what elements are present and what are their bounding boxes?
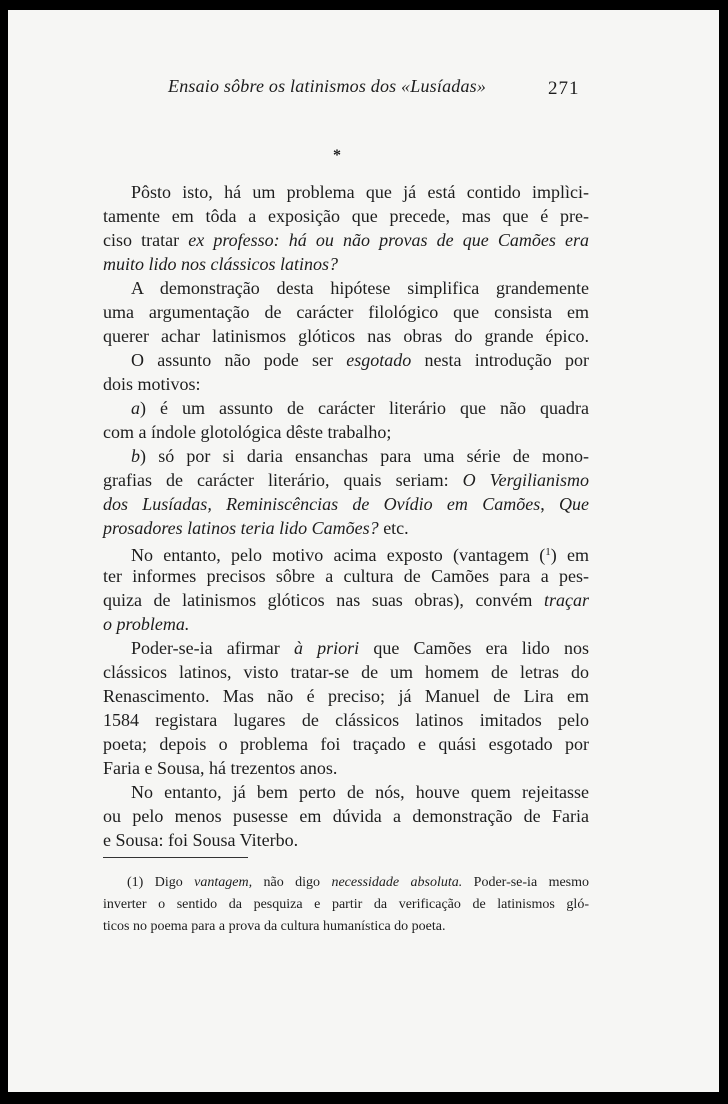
text-line: o problema. xyxy=(103,614,190,634)
text-run: grafias de carácter literário, quais seriam: xyxy=(103,470,463,490)
text-run: Poder-se-ia mesmo xyxy=(462,875,590,890)
text-run: Digo xyxy=(143,875,195,890)
text-line: tamente em tôda a exposição que precede, mas que é pre- xyxy=(103,206,589,226)
text-line: Faria e Sousa, há trezentos anos. xyxy=(103,758,338,778)
italic-run: prosadores latinos teria lido Camões? xyxy=(103,518,379,538)
footnote-line xyxy=(103,872,589,894)
italic-run: Que xyxy=(559,494,589,514)
text-line xyxy=(103,516,589,540)
italic-run: vantagem, xyxy=(194,875,253,890)
italic-run: esgotado xyxy=(346,350,412,370)
main-text xyxy=(103,180,589,852)
italic-run: a xyxy=(131,398,140,418)
italic-run: O Vergilianismo xyxy=(462,470,590,490)
text-line: 1584 registara lugares de clássicos latinos imitados pelo xyxy=(103,710,589,730)
italic-run: b xyxy=(131,446,140,466)
italic-run: ex professo: há ou não provas de que Camões era xyxy=(188,230,589,250)
text-run: que Camões era lido nos xyxy=(359,638,589,658)
text-line xyxy=(103,228,589,252)
text-line: Renascimento. Mas não é preciso; já Manuel de Lira em xyxy=(103,686,589,706)
text-line xyxy=(103,348,589,372)
footnote-ref[interactable]: 1 xyxy=(545,546,551,558)
italic-run: à priori xyxy=(293,638,360,658)
text-run: não digo xyxy=(252,875,332,890)
italic-run: dos Lusíadas, Reminiscências de Ovídio em Camões xyxy=(103,494,541,514)
page-number: 271 xyxy=(548,78,580,99)
text-run: ) é um assunto de carácter literário que não quadra xyxy=(140,398,589,418)
footnote-marker: (1) xyxy=(127,875,144,890)
footnote-divider xyxy=(103,857,248,858)
text-run: quiza de latinismos glóticos nas suas obras), convém xyxy=(103,590,544,610)
text-line: poeta; depois o problema foi traçado e quási esgotado por xyxy=(103,734,589,754)
text-line xyxy=(103,588,589,612)
text-line: A demonstração desta hipótese simplifica grandemente xyxy=(131,278,589,298)
footnote-line: ticos no poema para a prova da cultura humanística do poeta. xyxy=(103,919,446,934)
text-line: clássicos latinos, visto tratar-se de um homem de letras do xyxy=(103,662,589,682)
text-run: nesta introdução por xyxy=(411,350,589,370)
text-run: ) em xyxy=(550,545,589,565)
text-line xyxy=(103,540,589,564)
text-line: muito lido nos clássicos latinos? xyxy=(103,254,339,274)
text-line xyxy=(103,444,589,468)
text-run: No entanto, pelo motivo acima exposto (vantagem ( xyxy=(131,545,546,565)
text-run: ) só por si daria ensanchas para uma série de mono- xyxy=(140,446,589,466)
text-line: querer achar latinismos glóticos nas obras do grande épico. xyxy=(103,326,589,346)
footnote-line: inverter o sentido da pesquiza e partir da verificação de latinismos gló- xyxy=(103,897,589,912)
text-run: , xyxy=(540,494,559,514)
text-line: Pôsto isto, há um problema que já está contido implìci- xyxy=(131,182,589,202)
text-run: ciso tratar xyxy=(103,230,189,250)
text-line: dois motivos: xyxy=(103,374,201,394)
text-run: etc. xyxy=(378,518,409,538)
text-line: e Sousa: foi Sousa Viterbo. xyxy=(103,830,299,850)
text-line: ter informes precisos sôbre a cultura de Camões para a pes- xyxy=(103,566,589,586)
text-line xyxy=(103,396,589,420)
text-line xyxy=(103,636,589,660)
text-line: ou pelo menos pusesse em dúvida a demonstração de Faria xyxy=(103,806,589,826)
section-ornament: * xyxy=(333,147,341,164)
text-line: uma argumentação de carácter filológico que consista em xyxy=(103,302,589,322)
text-line: No entanto, já bem perto de nós, houve quem rejeitasse xyxy=(131,782,589,802)
footnote xyxy=(103,872,589,938)
text-line xyxy=(103,492,589,516)
italic-run: traçar xyxy=(544,590,589,610)
book-page xyxy=(8,10,719,1092)
running-header: Ensaio sôbre os latinismos dos «Lusíadas» xyxy=(168,76,487,96)
text-run: Poder-se-ia afirmar xyxy=(131,638,294,658)
italic-run: necessidade absoluta. xyxy=(331,875,463,890)
text-line xyxy=(103,468,589,492)
text-run: O assunto não pode ser xyxy=(131,350,347,370)
text-line: com a índole glotológica dêste trabalho; xyxy=(103,422,392,442)
